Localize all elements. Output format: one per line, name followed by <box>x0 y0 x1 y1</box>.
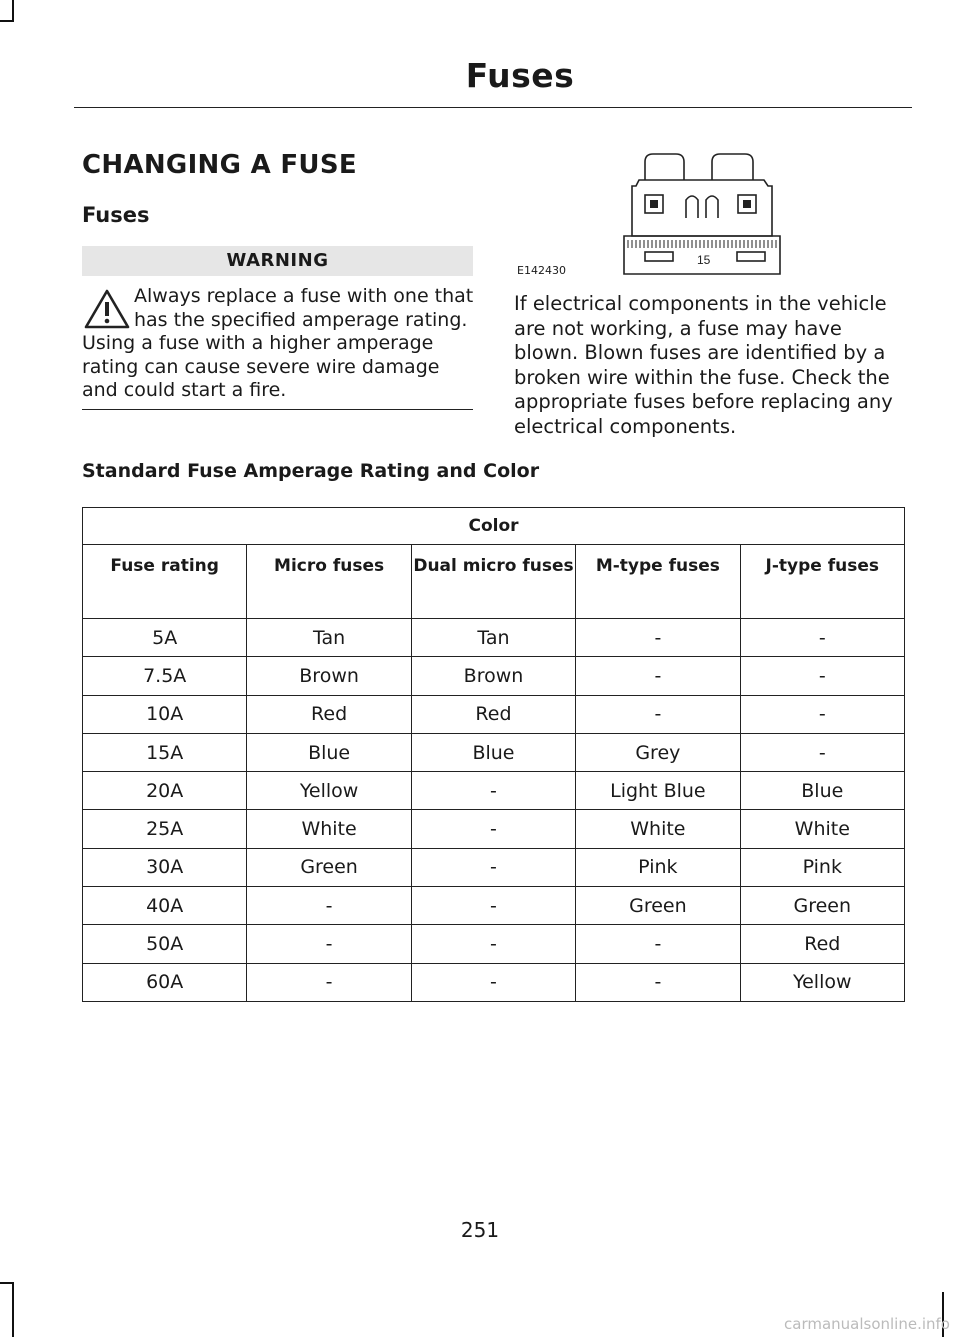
table-cell: 5A <box>83 619 247 657</box>
table-cell: White <box>247 810 411 848</box>
table-cell: 60A <box>83 963 247 1001</box>
table-cell: - <box>740 657 904 695</box>
table-cell: Pink <box>576 848 740 886</box>
table-cell: - <box>576 925 740 963</box>
table-row <box>83 733 905 771</box>
table-group-header: Color <box>83 508 905 545</box>
table-cell: Yellow <box>247 772 411 810</box>
table-cell: 10A <box>83 695 247 733</box>
table-cell: - <box>576 963 740 1001</box>
table-cell: - <box>740 619 904 657</box>
table-cell: Blue <box>411 733 575 771</box>
table-row <box>83 963 905 1001</box>
table-cell: 15A <box>83 733 247 771</box>
table-cell: - <box>411 963 575 1001</box>
page-number: 251 <box>460 1218 500 1242</box>
table-cell: Red <box>247 695 411 733</box>
figure-label: E142430 <box>517 264 566 277</box>
crop-mark <box>0 20 14 22</box>
table-cell: - <box>740 733 904 771</box>
table-cell: 40A <box>83 887 247 925</box>
table-cell: Red <box>740 925 904 963</box>
column-header: M-type fuses <box>576 545 740 619</box>
table-cell: Green <box>740 887 904 925</box>
crop-mark <box>12 1282 14 1337</box>
table-row <box>83 772 905 810</box>
fuse-number-label: 15 <box>697 253 711 267</box>
table-cell: - <box>411 848 575 886</box>
table-cell: Blue <box>740 772 904 810</box>
warning-label: WARNING <box>82 246 473 276</box>
table-cell: Grey <box>576 733 740 771</box>
table-row <box>83 810 905 848</box>
section-title: CHANGING A FUSE <box>82 150 357 180</box>
table-cell: Tan <box>247 619 411 657</box>
table-cell: 25A <box>83 810 247 848</box>
table-cell: 30A <box>83 848 247 886</box>
table-cell: - <box>740 695 904 733</box>
table-cell: Pink <box>740 848 904 886</box>
fuse-illustration <box>516 150 826 280</box>
table-row <box>83 925 905 963</box>
page-header-title: Fuses <box>465 56 575 95</box>
table-cell: Brown <box>247 657 411 695</box>
table-row <box>83 657 905 695</box>
table-cell: Tan <box>411 619 575 657</box>
warning-divider <box>82 409 473 410</box>
table-cell: Light Blue <box>576 772 740 810</box>
watermark: carmanualsonline.info <box>784 1315 950 1333</box>
table-cell: Green <box>576 887 740 925</box>
table-cell: 50A <box>83 925 247 963</box>
warning-text: Always replace a fuse with one that has the specified amperage rating. Using a fuse with a higher amperage rating can cause severe wire damage and could start a fire. <box>82 285 474 401</box>
column-header: Dual micro fuses <box>411 545 575 619</box>
crop-mark <box>0 1282 14 1284</box>
table-cell: Red <box>411 695 575 733</box>
table-cell: White <box>576 810 740 848</box>
table-cell: - <box>411 925 575 963</box>
table-cell: White <box>740 810 904 848</box>
table-title: Standard Fuse Amperage Rating and Color <box>82 460 540 482</box>
crop-mark <box>12 0 14 22</box>
table-row <box>83 848 905 886</box>
table-cell: - <box>411 772 575 810</box>
header-divider <box>74 107 912 108</box>
table-cell: - <box>411 887 575 925</box>
subsection-title: Fuses <box>82 203 150 227</box>
table-cell: - <box>247 925 411 963</box>
table-cell: Blue <box>247 733 411 771</box>
warning-text-block <box>82 285 477 403</box>
table-row <box>83 887 905 925</box>
table-cell: Brown <box>411 657 575 695</box>
table-cell: 7.5A <box>83 657 247 695</box>
fuse-instructions-text: If electrical components in the vehicle are not working, a fuse may have blown. Blown fuses are identified by a broken wire within the fuse. Check the appropriate fuses before replacing any electrical components. <box>514 292 893 438</box>
table-cell: - <box>576 695 740 733</box>
table-cell: - <box>247 963 411 1001</box>
table-cell: - <box>411 810 575 848</box>
column-header: J-type fuses <box>740 545 904 619</box>
fuse-color-table <box>82 507 905 1002</box>
table-cell: - <box>247 887 411 925</box>
table-cell: - <box>576 657 740 695</box>
table-cell: Green <box>247 848 411 886</box>
table-row <box>83 695 905 733</box>
table-cell: - <box>576 619 740 657</box>
column-header: Micro fuses <box>247 545 411 619</box>
column-header: Fuse rating <box>83 545 247 619</box>
table-cell: 20A <box>83 772 247 810</box>
table-row <box>83 619 905 657</box>
table-cell: Yellow <box>740 963 904 1001</box>
